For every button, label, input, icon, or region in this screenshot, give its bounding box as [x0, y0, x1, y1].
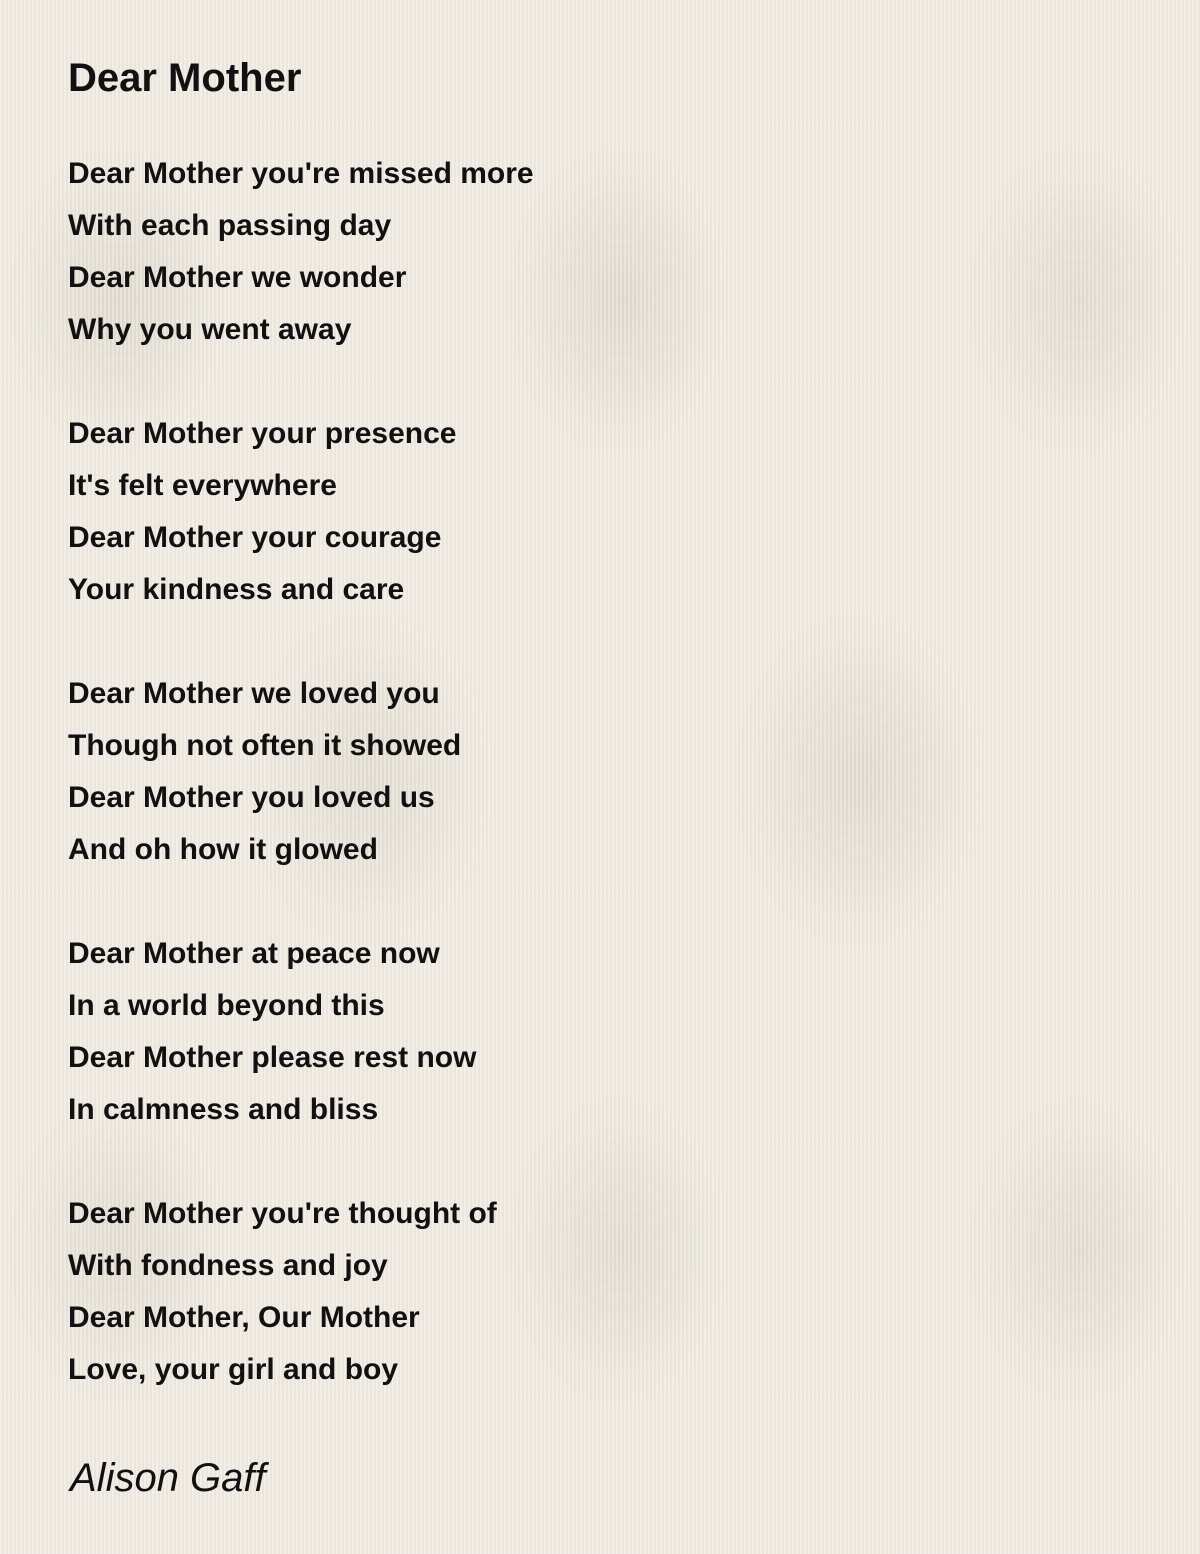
poem-line: Dear Mother, Our Mother	[68, 1301, 420, 1334]
stanza-2	[68, 408, 968, 616]
poem-line: And oh how it glowed	[68, 833, 378, 866]
poem-line: Love, your girl and boy	[68, 1353, 399, 1386]
poem-line: With each passing day	[68, 209, 392, 242]
stanza-5	[68, 1188, 968, 1396]
poem-line: Though not often it showed	[68, 729, 462, 762]
poem-line: Why you went away	[68, 313, 352, 346]
poem-line: Dear Mother you're thought of	[68, 1197, 497, 1230]
poem-line: With fondness and joy	[68, 1249, 388, 1282]
poem-line: Dear Mother your courage	[68, 521, 442, 554]
poem-author: Alison Gaff	[70, 1456, 266, 1500]
poem-line: Dear Mother we wonder	[68, 261, 407, 294]
poem-line: It's felt everywhere	[68, 469, 337, 502]
poem-line: In a world beyond this	[68, 989, 385, 1022]
poem-line: Dear Mother you're missed more	[68, 157, 534, 190]
poem-line: Dear Mother at peace now	[68, 937, 440, 970]
poem-line: Your kindness and care	[68, 573, 405, 606]
stanza-3	[68, 668, 968, 876]
poem-body	[68, 148, 968, 1448]
poem-line: Dear Mother please rest now	[68, 1041, 477, 1074]
poem-line: Dear Mother your presence	[68, 417, 457, 450]
stanza-4	[68, 928, 968, 1136]
poem-line: Dear Mother we loved you	[68, 677, 440, 710]
poem-title: Dear Mother	[68, 56, 302, 100]
stanza-1	[68, 148, 968, 356]
poem-line: Dear Mother you loved us	[68, 781, 435, 814]
poem-line: In calmness and bliss	[68, 1093, 379, 1126]
